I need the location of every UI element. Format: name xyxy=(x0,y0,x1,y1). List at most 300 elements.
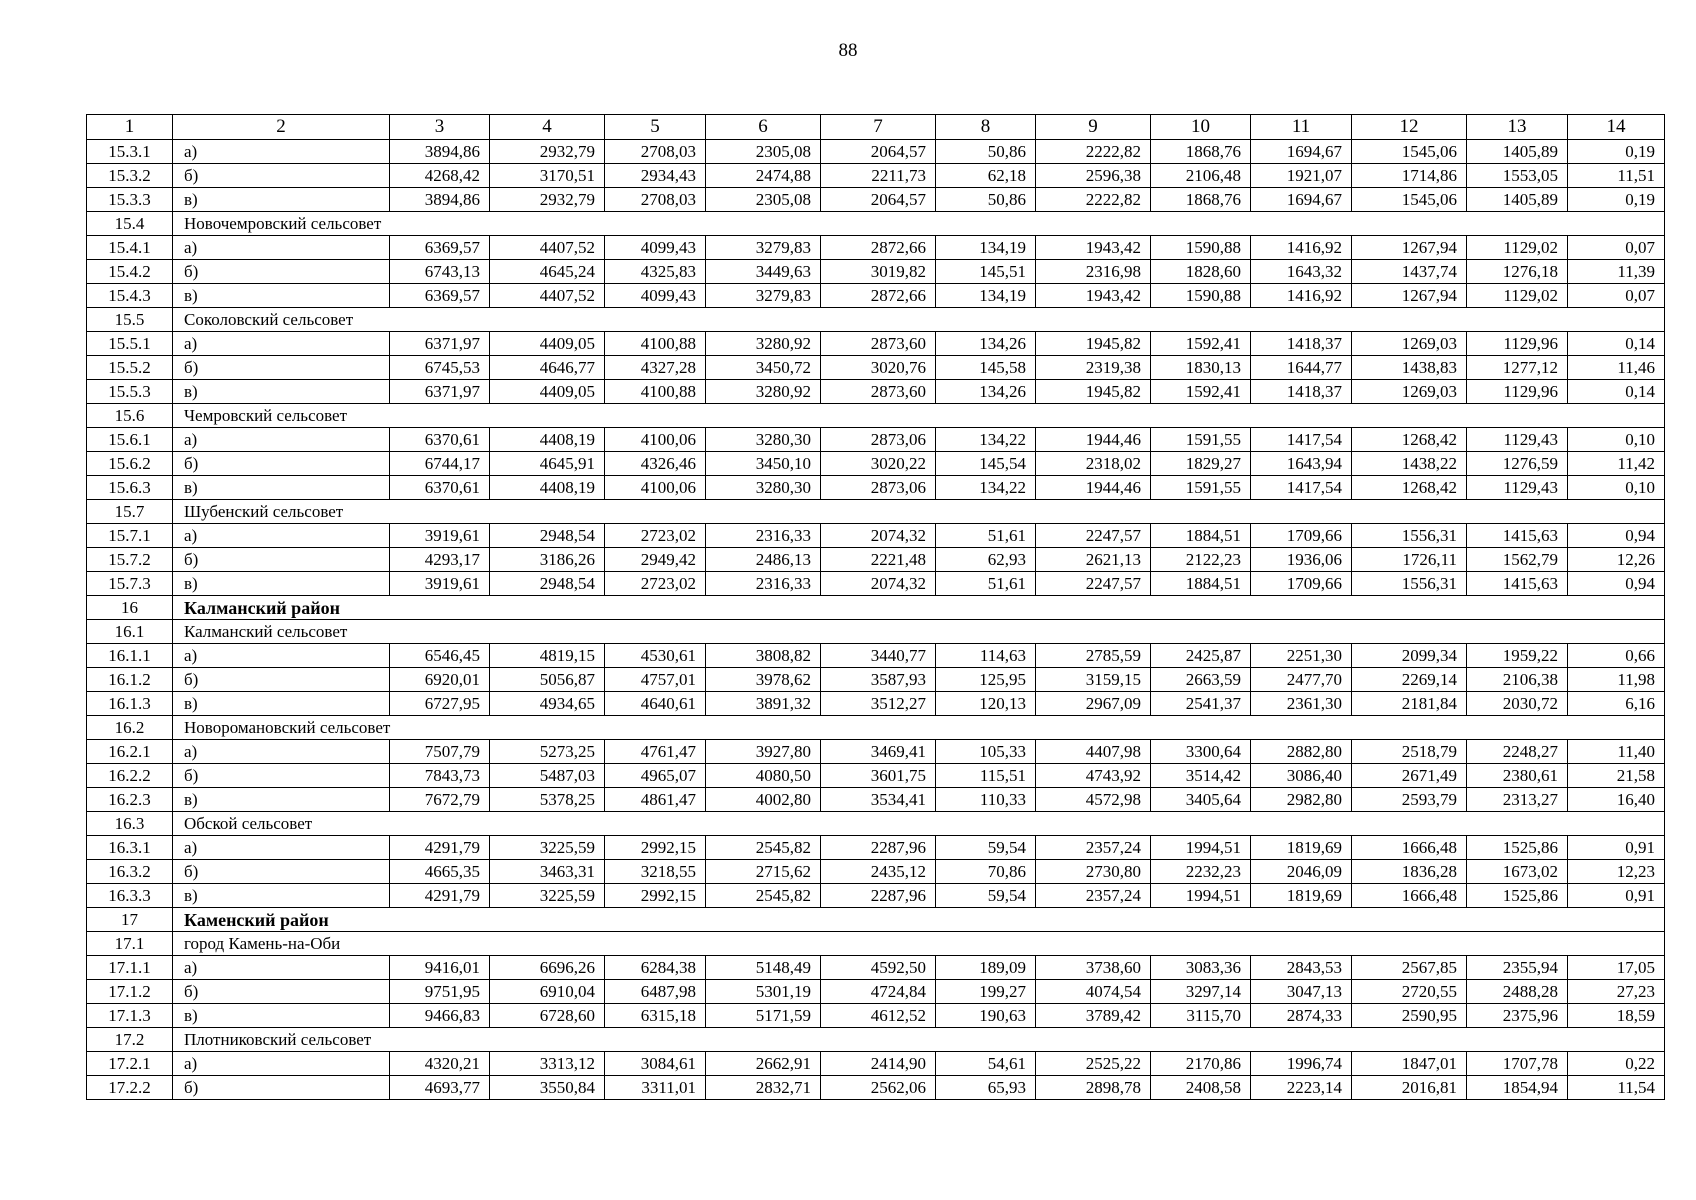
value-cell: 1836,28 xyxy=(1352,860,1467,884)
value-cell: 4665,35 xyxy=(390,860,490,884)
value-cell: 1643,94 xyxy=(1251,452,1352,476)
value-cell: 3550,84 xyxy=(490,1076,605,1100)
value-cell: 3225,59 xyxy=(490,884,605,908)
row-code: 17.1.2 xyxy=(87,980,173,1004)
value-cell: 2211,73 xyxy=(821,164,936,188)
value-cell: 7672,79 xyxy=(390,788,490,812)
value-cell: 0,10 xyxy=(1568,428,1665,452)
value-cell: 1415,63 xyxy=(1467,524,1568,548)
value-cell: 1643,32 xyxy=(1251,260,1352,284)
value-cell: 2414,90 xyxy=(821,1052,936,1076)
value-cell: 1819,69 xyxy=(1251,884,1352,908)
value-cell: 2872,66 xyxy=(821,284,936,308)
row-code: 15.4.3 xyxy=(87,284,173,308)
value-cell: 1437,74 xyxy=(1352,260,1467,284)
column-header: 12 xyxy=(1352,115,1467,140)
section-row xyxy=(87,620,1665,644)
value-cell: 3894,86 xyxy=(390,188,490,212)
value-cell: 3311,01 xyxy=(605,1076,706,1100)
value-cell: 115,51 xyxy=(936,764,1036,788)
value-cell: 5148,49 xyxy=(706,956,821,980)
value-cell: 2785,59 xyxy=(1036,644,1151,668)
column-header: 3 xyxy=(390,115,490,140)
value-cell: 4325,83 xyxy=(605,260,706,284)
value-cell: 2435,12 xyxy=(821,860,936,884)
value-cell: 5301,19 xyxy=(706,980,821,1004)
value-cell: 0,19 xyxy=(1568,188,1665,212)
value-cell: 11,46 xyxy=(1568,356,1665,380)
value-cell: 2046,09 xyxy=(1251,860,1352,884)
value-cell: 1438,83 xyxy=(1352,356,1467,380)
value-cell: 4819,15 xyxy=(490,644,605,668)
value-cell: 3279,83 xyxy=(706,284,821,308)
value-cell: 6728,60 xyxy=(490,1004,605,1028)
value-cell: 6727,95 xyxy=(390,692,490,716)
row-code: 17.2 xyxy=(87,1028,173,1052)
value-cell: 11,98 xyxy=(1568,668,1665,692)
value-cell: 0,22 xyxy=(1568,1052,1665,1076)
value-cell: 6284,38 xyxy=(605,956,706,980)
value-cell: 2541,37 xyxy=(1151,692,1251,716)
value-cell: 1959,22 xyxy=(1467,644,1568,668)
value-cell: 2873,06 xyxy=(821,476,936,500)
table-row xyxy=(87,380,1665,404)
row-code: 17.2.1 xyxy=(87,1052,173,1076)
value-cell: 3280,92 xyxy=(706,332,821,356)
value-cell: 2671,49 xyxy=(1352,764,1467,788)
row-code: 15.5 xyxy=(87,308,173,332)
table-row xyxy=(87,1076,1665,1100)
value-cell: 2318,02 xyxy=(1036,452,1151,476)
value-cell: 1944,46 xyxy=(1036,428,1151,452)
row-option-label: в) xyxy=(173,1004,390,1028)
table-row xyxy=(87,284,1665,308)
row-code: 16.1.1 xyxy=(87,644,173,668)
value-cell: 2874,33 xyxy=(1251,1004,1352,1028)
row-code: 15.7.2 xyxy=(87,548,173,572)
value-cell: 3280,30 xyxy=(706,476,821,500)
value-cell: 1129,43 xyxy=(1467,428,1568,452)
settlement-name: Соколовский сельсовет xyxy=(173,308,1665,332)
column-header: 4 xyxy=(490,115,605,140)
section-row xyxy=(87,716,1665,740)
value-cell: 2525,22 xyxy=(1036,1052,1151,1076)
value-cell: 1996,74 xyxy=(1251,1052,1352,1076)
row-option-label: б) xyxy=(173,260,390,284)
value-cell: 7843,73 xyxy=(390,764,490,788)
value-cell: 11,39 xyxy=(1568,260,1665,284)
value-cell: 1525,86 xyxy=(1467,884,1568,908)
value-cell: 2355,94 xyxy=(1467,956,1568,980)
row-code: 15.3.2 xyxy=(87,164,173,188)
value-cell: 2723,02 xyxy=(605,524,706,548)
value-cell: 1921,07 xyxy=(1251,164,1352,188)
row-code: 15.3.3 xyxy=(87,188,173,212)
value-cell: 3440,77 xyxy=(821,644,936,668)
table-row xyxy=(87,524,1665,548)
row-option-label: б) xyxy=(173,764,390,788)
value-cell: 1884,51 xyxy=(1151,524,1251,548)
row-option-label: а) xyxy=(173,1052,390,1076)
row-code: 15.6.3 xyxy=(87,476,173,500)
value-cell: 3514,42 xyxy=(1151,764,1251,788)
value-cell: 2181,84 xyxy=(1352,692,1467,716)
value-cell: 4099,43 xyxy=(605,284,706,308)
value-cell: 134,26 xyxy=(936,332,1036,356)
value-cell: 27,23 xyxy=(1568,980,1665,1004)
value-cell: 1709,66 xyxy=(1251,572,1352,596)
value-cell: 6546,45 xyxy=(390,644,490,668)
value-cell: 2251,30 xyxy=(1251,644,1352,668)
row-code: 16.2 xyxy=(87,716,173,740)
value-cell: 3738,60 xyxy=(1036,956,1151,980)
value-cell: 1277,12 xyxy=(1467,356,1568,380)
value-cell: 1267,94 xyxy=(1352,236,1467,260)
value-cell: 2474,88 xyxy=(706,164,821,188)
value-cell: 1405,89 xyxy=(1467,140,1568,164)
value-cell: 3405,64 xyxy=(1151,788,1251,812)
value-cell: 0,14 xyxy=(1568,380,1665,404)
value-cell: 2122,23 xyxy=(1151,548,1251,572)
table-row xyxy=(87,884,1665,908)
row-option-label: в) xyxy=(173,284,390,308)
value-cell: 125,95 xyxy=(936,668,1036,692)
row-code: 16.3.3 xyxy=(87,884,173,908)
value-cell: 1847,01 xyxy=(1352,1052,1467,1076)
value-cell: 5273,25 xyxy=(490,740,605,764)
column-header: 11 xyxy=(1251,115,1352,140)
section-row xyxy=(87,212,1665,236)
row-option-label: а) xyxy=(173,428,390,452)
section-row xyxy=(87,308,1665,332)
table-row xyxy=(87,1004,1665,1028)
value-cell: 2064,57 xyxy=(821,188,936,212)
value-cell: 54,61 xyxy=(936,1052,1036,1076)
value-cell: 1936,06 xyxy=(1251,548,1352,572)
value-cell: 6369,57 xyxy=(390,284,490,308)
value-cell: 70,86 xyxy=(936,860,1036,884)
value-cell: 2316,33 xyxy=(706,524,821,548)
value-cell: 2843,53 xyxy=(1251,956,1352,980)
value-cell: 6371,97 xyxy=(390,332,490,356)
value-cell: 2488,28 xyxy=(1467,980,1568,1004)
value-cell: 1129,02 xyxy=(1467,284,1568,308)
value-cell: 2223,14 xyxy=(1251,1076,1352,1100)
value-cell: 2064,57 xyxy=(821,140,936,164)
value-cell: 145,51 xyxy=(936,260,1036,284)
value-cell: 6,16 xyxy=(1568,692,1665,716)
value-cell: 2305,08 xyxy=(706,140,821,164)
settlement-name: Обской сельсовет xyxy=(173,812,1665,836)
value-cell: 105,33 xyxy=(936,740,1036,764)
value-cell: 6744,17 xyxy=(390,452,490,476)
row-code: 16.2.3 xyxy=(87,788,173,812)
value-cell: 4002,80 xyxy=(706,788,821,812)
value-cell: 4409,05 xyxy=(490,332,605,356)
value-cell: 1884,51 xyxy=(1151,572,1251,596)
district-name: Калманский район xyxy=(173,596,1665,620)
value-cell: 4099,43 xyxy=(605,236,706,260)
value-cell: 2873,60 xyxy=(821,332,936,356)
value-cell: 3534,41 xyxy=(821,788,936,812)
value-cell: 3280,30 xyxy=(706,428,821,452)
section-row xyxy=(87,1028,1665,1052)
value-cell: 4327,28 xyxy=(605,356,706,380)
value-cell: 120,13 xyxy=(936,692,1036,716)
value-cell: 0,91 xyxy=(1568,884,1665,908)
value-cell: 1438,22 xyxy=(1352,452,1467,476)
value-cell: 62,18 xyxy=(936,164,1036,188)
value-cell: 2932,79 xyxy=(490,188,605,212)
value-cell: 3463,31 xyxy=(490,860,605,884)
value-cell: 5171,59 xyxy=(706,1004,821,1028)
column-header: 8 xyxy=(936,115,1036,140)
value-cell: 1553,05 xyxy=(1467,164,1568,188)
value-cell: 4293,17 xyxy=(390,548,490,572)
value-cell: 2099,34 xyxy=(1352,644,1467,668)
column-header: 13 xyxy=(1467,115,1568,140)
value-cell: 2730,80 xyxy=(1036,860,1151,884)
value-cell: 2948,54 xyxy=(490,572,605,596)
value-cell: 2222,82 xyxy=(1036,140,1151,164)
value-cell: 4326,46 xyxy=(605,452,706,476)
value-cell: 4965,07 xyxy=(605,764,706,788)
value-cell: 3927,80 xyxy=(706,740,821,764)
value-cell: 2247,57 xyxy=(1036,572,1151,596)
row-option-label: а) xyxy=(173,332,390,356)
row-code: 15.5.3 xyxy=(87,380,173,404)
row-code: 16.1 xyxy=(87,620,173,644)
value-cell: 4408,19 xyxy=(490,476,605,500)
value-cell: 134,22 xyxy=(936,476,1036,500)
value-cell: 4407,98 xyxy=(1036,740,1151,764)
column-header: 14 xyxy=(1568,115,1665,140)
value-cell: 1545,06 xyxy=(1352,188,1467,212)
column-header: 10 xyxy=(1151,115,1251,140)
row-code: 15.4.1 xyxy=(87,236,173,260)
row-option-label: б) xyxy=(173,452,390,476)
value-cell: 3047,13 xyxy=(1251,980,1352,1004)
value-cell: 4408,19 xyxy=(490,428,605,452)
value-cell: 0,66 xyxy=(1568,644,1665,668)
value-cell: 2269,14 xyxy=(1352,668,1467,692)
value-cell: 3218,55 xyxy=(605,860,706,884)
value-cell: 2316,98 xyxy=(1036,260,1151,284)
row-option-label: б) xyxy=(173,548,390,572)
value-cell: 6369,57 xyxy=(390,236,490,260)
table-row xyxy=(87,188,1665,212)
value-cell: 3894,86 xyxy=(390,140,490,164)
settlement-name: Шубенский сельсовет xyxy=(173,500,1665,524)
row-code: 15.5.2 xyxy=(87,356,173,380)
value-cell: 1129,43 xyxy=(1467,476,1568,500)
value-cell: 1129,96 xyxy=(1467,332,1568,356)
value-cell: 1945,82 xyxy=(1036,380,1151,404)
section-row xyxy=(87,404,1665,428)
value-cell: 4080,50 xyxy=(706,764,821,788)
table-row xyxy=(87,764,1665,788)
value-cell: 3300,64 xyxy=(1151,740,1251,764)
value-cell: 51,61 xyxy=(936,524,1036,548)
page-number: 88 xyxy=(838,40,858,61)
value-cell: 1545,06 xyxy=(1352,140,1467,164)
value-cell: 2992,15 xyxy=(605,836,706,860)
value-cell: 2361,30 xyxy=(1251,692,1352,716)
value-cell: 3225,59 xyxy=(490,836,605,860)
value-cell: 2882,80 xyxy=(1251,740,1352,764)
value-cell: 6920,01 xyxy=(390,668,490,692)
value-cell: 2287,96 xyxy=(821,884,936,908)
value-cell: 4646,77 xyxy=(490,356,605,380)
value-cell: 4100,88 xyxy=(605,332,706,356)
row-option-label: а) xyxy=(173,236,390,260)
table-row xyxy=(87,140,1665,164)
value-cell: 2873,60 xyxy=(821,380,936,404)
value-cell: 6370,61 xyxy=(390,428,490,452)
value-cell: 1819,69 xyxy=(1251,836,1352,860)
value-cell: 0,10 xyxy=(1568,476,1665,500)
row-option-label: б) xyxy=(173,860,390,884)
value-cell: 3020,22 xyxy=(821,452,936,476)
value-cell: 1694,67 xyxy=(1251,140,1352,164)
value-cell: 2408,58 xyxy=(1151,1076,1251,1100)
value-cell: 2708,03 xyxy=(605,140,706,164)
value-cell: 2222,82 xyxy=(1036,188,1151,212)
settlement-name: Калманский сельсовет xyxy=(173,620,1665,644)
value-cell: 4100,06 xyxy=(605,476,706,500)
value-cell: 11,54 xyxy=(1568,1076,1665,1100)
row-option-label: в) xyxy=(173,884,390,908)
value-cell: 16,40 xyxy=(1568,788,1665,812)
row-code: 16.2.2 xyxy=(87,764,173,788)
row-option-label: а) xyxy=(173,836,390,860)
value-cell: 4268,42 xyxy=(390,164,490,188)
settlement-name: Плотниковский сельсовет xyxy=(173,1028,1665,1052)
value-cell: 134,19 xyxy=(936,284,1036,308)
value-cell: 4409,05 xyxy=(490,380,605,404)
row-option-label: в) xyxy=(173,380,390,404)
value-cell: 6743,13 xyxy=(390,260,490,284)
row-code: 15.4 xyxy=(87,212,173,236)
value-cell: 59,54 xyxy=(936,836,1036,860)
value-cell: 4693,77 xyxy=(390,1076,490,1100)
section-row xyxy=(87,932,1665,956)
value-cell: 3279,83 xyxy=(706,236,821,260)
value-cell: 11,40 xyxy=(1568,740,1665,764)
row-option-label: а) xyxy=(173,140,390,164)
row-option-label: в) xyxy=(173,476,390,500)
value-cell: 1592,41 xyxy=(1151,380,1251,404)
row-option-label: б) xyxy=(173,980,390,1004)
row-code: 16.3.1 xyxy=(87,836,173,860)
value-cell: 1269,03 xyxy=(1352,332,1467,356)
value-cell: 2708,03 xyxy=(605,188,706,212)
value-cell: 1726,11 xyxy=(1352,548,1467,572)
row-code: 16.3 xyxy=(87,812,173,836)
settlement-name: Новоромановский сельсовет xyxy=(173,716,1665,740)
value-cell: 1268,42 xyxy=(1352,476,1467,500)
value-cell: 2232,23 xyxy=(1151,860,1251,884)
value-cell: 1276,59 xyxy=(1467,452,1568,476)
value-cell: 2316,33 xyxy=(706,572,821,596)
row-option-label: б) xyxy=(173,356,390,380)
value-cell: 65,93 xyxy=(936,1076,1036,1100)
value-cell: 2170,86 xyxy=(1151,1052,1251,1076)
value-cell: 3450,72 xyxy=(706,356,821,380)
value-cell: 4612,52 xyxy=(821,1004,936,1028)
value-cell: 2562,06 xyxy=(821,1076,936,1100)
value-cell: 2593,79 xyxy=(1352,788,1467,812)
value-cell: 1709,66 xyxy=(1251,524,1352,548)
section-row xyxy=(87,500,1665,524)
table-row xyxy=(87,980,1665,1004)
value-cell: 1268,42 xyxy=(1352,428,1467,452)
row-option-label: в) xyxy=(173,692,390,716)
table-body xyxy=(87,140,1665,1100)
row-code: 15.7.3 xyxy=(87,572,173,596)
value-cell: 2720,55 xyxy=(1352,980,1467,1004)
value-cell: 3086,40 xyxy=(1251,764,1352,788)
value-cell: 3512,27 xyxy=(821,692,936,716)
value-cell: 3919,61 xyxy=(390,572,490,596)
row-code: 16.2.1 xyxy=(87,740,173,764)
value-cell: 0,94 xyxy=(1568,572,1665,596)
value-cell: 1129,02 xyxy=(1467,236,1568,260)
value-cell: 4320,21 xyxy=(390,1052,490,1076)
value-cell: 2982,80 xyxy=(1251,788,1352,812)
table-row xyxy=(87,1052,1665,1076)
value-cell: 2357,24 xyxy=(1036,884,1151,908)
table-row xyxy=(87,572,1665,596)
value-cell: 6745,53 xyxy=(390,356,490,380)
row-code: 17.1 xyxy=(87,932,173,956)
value-cell: 1854,94 xyxy=(1467,1076,1568,1100)
value-cell: 9416,01 xyxy=(390,956,490,980)
row-option-label: б) xyxy=(173,668,390,692)
settlement-name: город Камень-на-Оби xyxy=(173,932,1665,956)
value-cell: 3601,75 xyxy=(821,764,936,788)
row-option-label: б) xyxy=(173,1076,390,1100)
row-code: 17.1.3 xyxy=(87,1004,173,1028)
value-cell: 4074,54 xyxy=(1036,980,1151,1004)
value-cell: 2287,96 xyxy=(821,836,936,860)
table-row xyxy=(87,860,1665,884)
district-name: Каменский район xyxy=(173,908,1665,932)
value-cell: 2486,13 xyxy=(706,548,821,572)
value-cell: 6315,18 xyxy=(605,1004,706,1028)
value-cell: 0,14 xyxy=(1568,332,1665,356)
value-cell: 4757,01 xyxy=(605,668,706,692)
value-cell: 50,86 xyxy=(936,140,1036,164)
value-cell: 3587,93 xyxy=(821,668,936,692)
value-cell: 1590,88 xyxy=(1151,236,1251,260)
value-cell: 62,93 xyxy=(936,548,1036,572)
value-cell: 3808,82 xyxy=(706,644,821,668)
value-cell: 4407,52 xyxy=(490,236,605,260)
value-cell: 2518,79 xyxy=(1352,740,1467,764)
value-cell: 12,23 xyxy=(1568,860,1665,884)
value-cell: 1868,76 xyxy=(1151,188,1251,212)
value-cell: 4291,79 xyxy=(390,884,490,908)
value-cell: 3297,14 xyxy=(1151,980,1251,1004)
value-cell: 2016,81 xyxy=(1352,1076,1467,1100)
value-cell: 4934,65 xyxy=(490,692,605,716)
value-cell: 1416,92 xyxy=(1251,236,1352,260)
value-cell: 2621,13 xyxy=(1036,548,1151,572)
value-cell: 1673,02 xyxy=(1467,860,1568,884)
value-cell: 2967,09 xyxy=(1036,692,1151,716)
value-cell: 1405,89 xyxy=(1467,188,1568,212)
